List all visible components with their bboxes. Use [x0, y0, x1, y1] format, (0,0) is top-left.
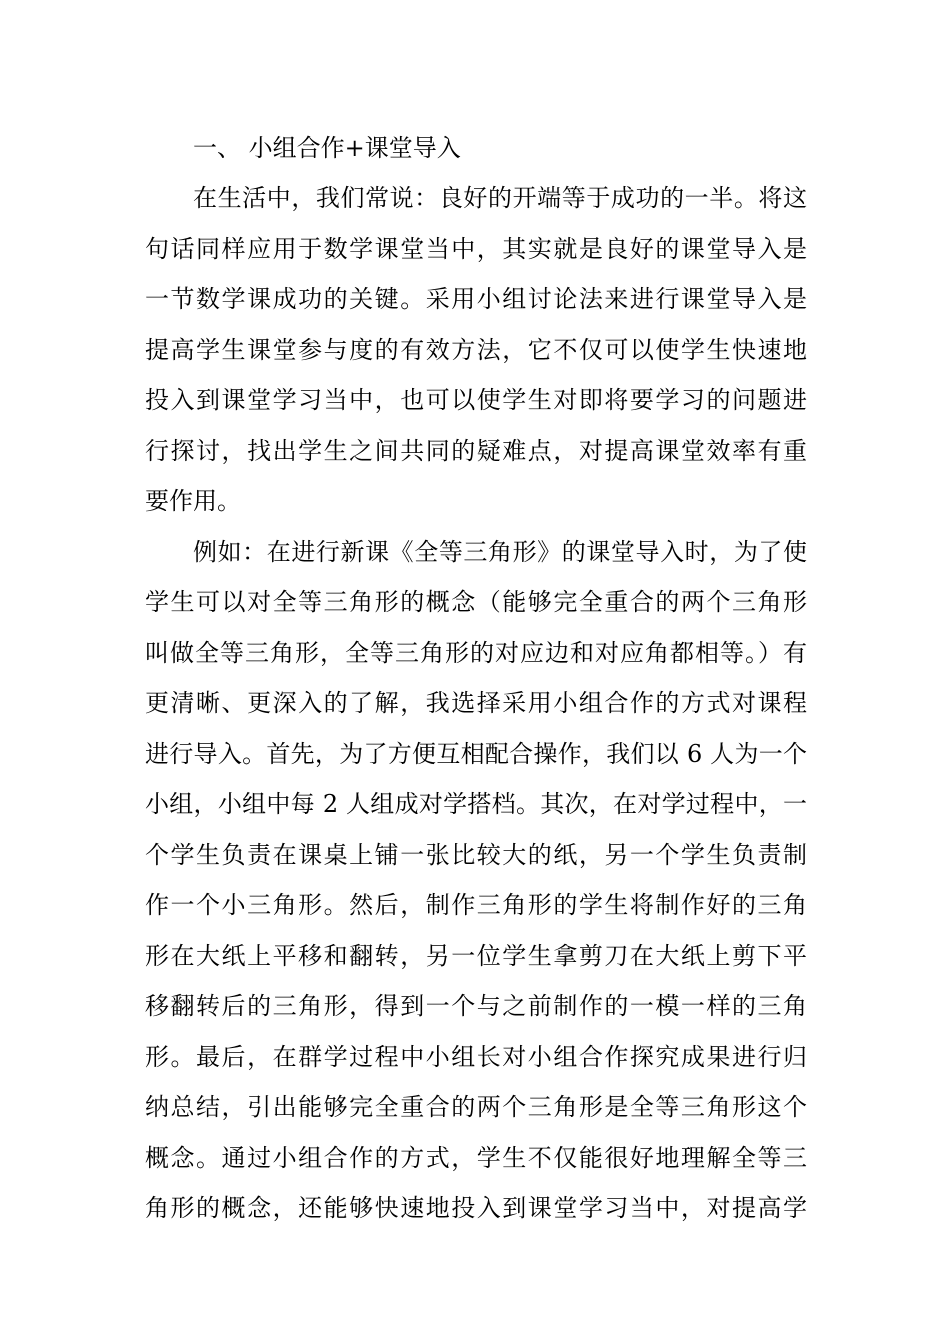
paragraph-1-line-6: 行探讨，找出学生之间共同的疑难点，对提高课堂效率有重: [145, 437, 807, 465]
paragraph-2-line-9: 形在大纸上平移和翻转，另一位学生拿剪刀在大纸上剪下平: [145, 942, 807, 970]
paragraph-2-line-10: 移翻转后的三角形，得到一个与之前制作的一模一样的三角: [145, 992, 807, 1020]
paragraph-2-line-12: 纳总结，引出能够完全重合的两个三角形是全等三角形这个: [145, 1093, 807, 1121]
paragraph-1-line-7: 要作用。: [145, 487, 241, 515]
paragraph-1-line-4: 提高学生课堂参与度的有效方法，它不仅可以使学生快速地: [145, 336, 807, 364]
paragraph-2-line-5: 进行导入。首先，为了方便互相配合操作，我们以 6 人为一个: [145, 740, 807, 768]
paragraph-2-line-7: 个学生负责在课桌上铺一张比较大的纸，另一个学生负责制: [145, 841, 807, 869]
paragraph-2-line-4: 更清晰、更深入的了解，我选择采用小组合作的方式对课程: [145, 689, 807, 717]
section-heading: 一、 小组合作+课堂导入: [193, 134, 461, 162]
paragraph-1-line-3: 一节数学课成功的关键。采用小组讨论法来进行课堂导入是: [145, 285, 807, 313]
paragraph-2-line-3: 叫做全等三角形，全等三角形的对应边和对应角都相等。）有: [145, 639, 807, 667]
paragraph-1-line-2: 句话同样应用于数学课堂当中，其实就是良好的课堂导入是: [145, 235, 807, 263]
paragraph-2-line-14: 角形的概念，还能够快速地投入到课堂学习当中，对提高学: [145, 1194, 807, 1222]
paragraph-2-line-13: 概念。通过小组合作的方式，学生不仅能很好地理解全等三: [145, 1144, 807, 1172]
paragraph-2-line-1: 例如：在进行新课《全等三角形》的课堂导入时，为了使: [193, 538, 807, 566]
paragraph-1-line-5: 投入到课堂学习当中，也可以使学生对即将要学习的问题进: [145, 386, 807, 414]
paragraph-2-line-6: 小组，小组中每 2 人组成对学搭档。其次，在对学过程中，一: [145, 790, 807, 818]
paragraph-2-line-8: 作一个小三角形。然后，制作三角形的学生将制作好的三角: [145, 891, 807, 919]
paragraph-2-line-2: 学生可以对全等三角形的概念（能够完全重合的两个三角形: [145, 588, 807, 616]
paragraph-2-line-11: 形。最后，在群学过程中小组长对小组合作探究成果进行归: [145, 1043, 807, 1071]
paragraph-1-line-1: 在生活中，我们常说：良好的开端等于成功的一半。将这: [193, 184, 807, 212]
